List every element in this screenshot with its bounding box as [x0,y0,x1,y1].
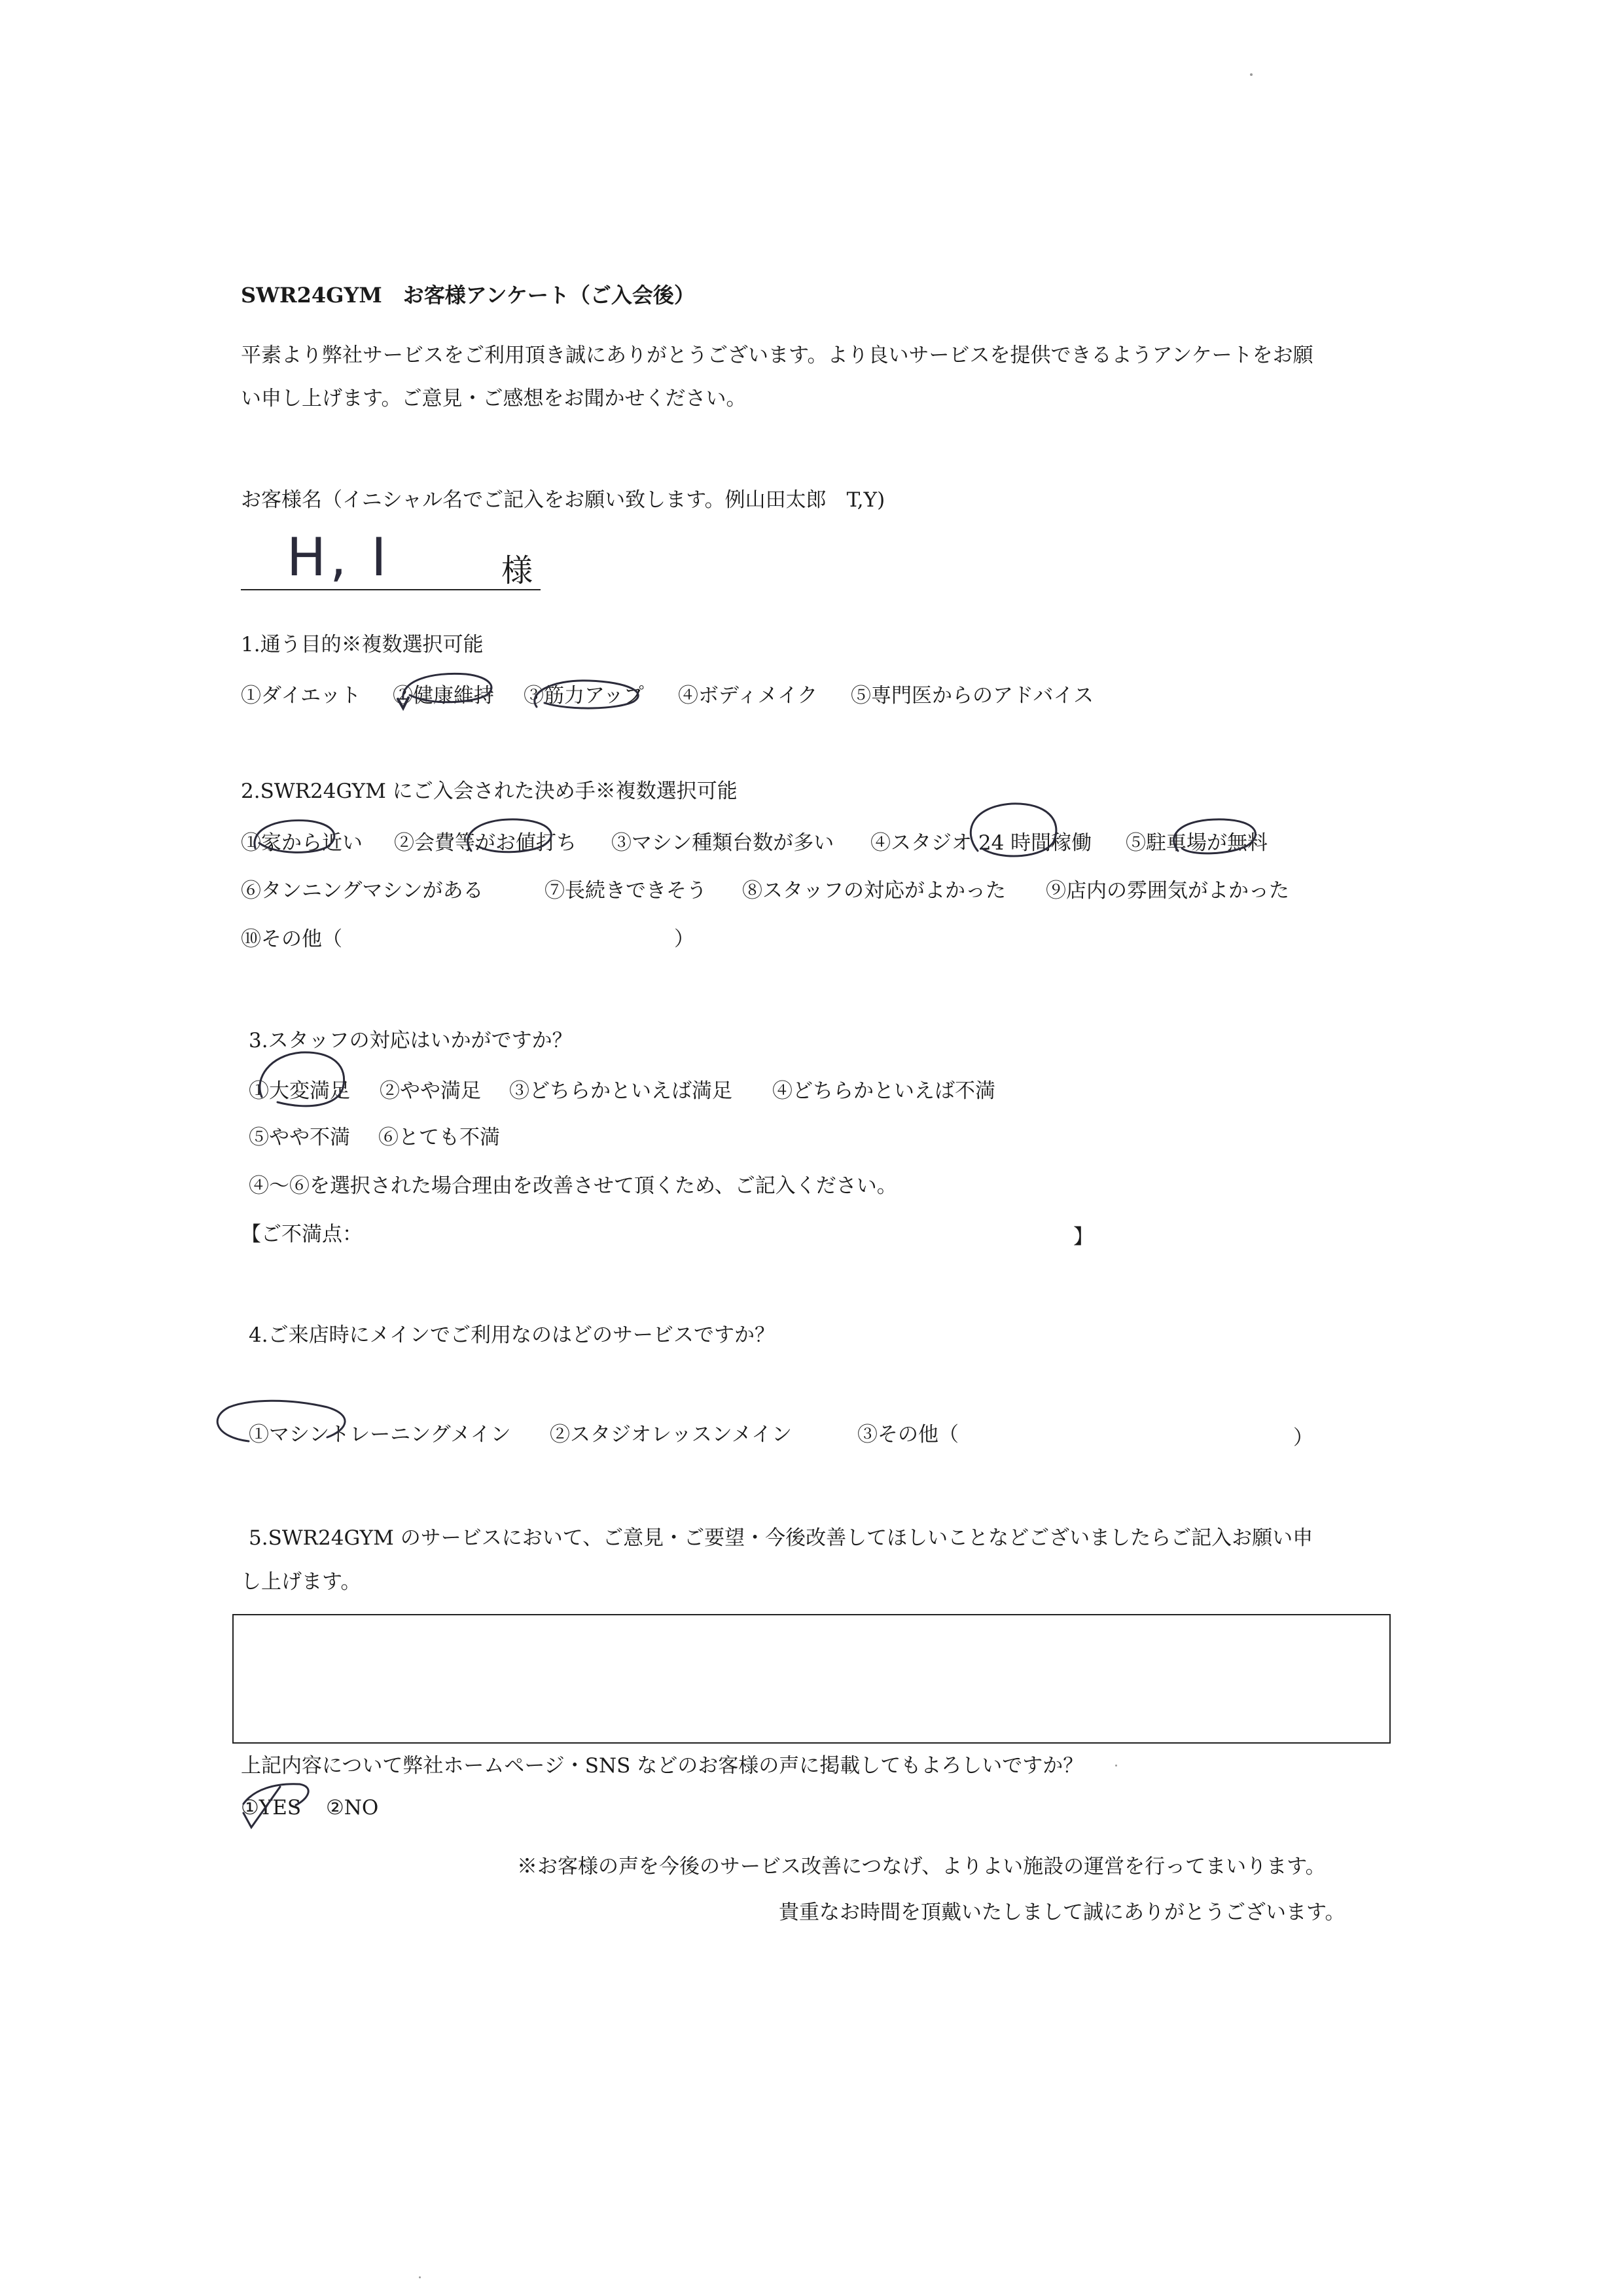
q4-option-1[interactable]: ①マシントレーニングメイン [249,1423,511,1446]
scan-speck [419,2276,421,2278]
consent-question: 上記内容について弊社ホームページ・SNS などのお客様の声に掲載してもよろしいですか？ [241,1754,1084,1778]
survey-title: SWR24GYM お客様アンケート（ご入会後） [241,283,695,308]
intro-line-1: 平素より弊社サービスをご利用頂き誠にありがとうございます。より良いサービスを提供できるようアンケートをお願 [241,344,1313,367]
q2-option-2[interactable]: ②会費等がお値打ち [394,831,577,855]
consent-option-no[interactable]: ②NO [326,1796,379,1820]
honorific-sama: 様 [501,552,533,589]
q1-option-5[interactable]: ⑤専門医からのアドバイス [851,684,1094,708]
q3-option-3[interactable]: ③どちらかといえば満足 [509,1079,732,1103]
q2-option-3[interactable]: ③マシン種類台数が多い [611,831,834,855]
q2-other-close: ） [674,927,694,951]
q2-option-6[interactable]: ⑥タンニングマシンがある [241,879,484,903]
q3-question: 3.スタッフの対応はいかがですか？ [249,1029,573,1052]
q5-comment-box[interactable] [232,1614,1391,1744]
q2-option-8[interactable]: ⑧スタッフの対応がよかった [742,879,1006,903]
intro-line-2: い申し上げます。ご意見・ご感想をお聞かせください。 [241,387,747,410]
scan-speck [1115,1765,1117,1767]
customer-name-underline [241,589,541,590]
q3-dissatisfaction-label: 【ご不満点： [241,1223,363,1246]
q4-other-label: ③その他（ [857,1423,959,1446]
scan-speck [1250,73,1253,76]
q2-other-input[interactable] [353,929,668,952]
q2-other-label: ⑩その他（ [241,927,342,951]
consent-option-yes[interactable]: ①YES [241,1796,302,1820]
q4-other-input[interactable] [969,1425,1283,1447]
q2-question: 2.SWR24GYM にご入会された決め手※複数選択可能 [241,780,738,803]
closing-line-2: 貴重なお時間を頂戴いたしまして誠にありがとうございます。 [779,1901,1346,1924]
q5-question-line-1: 5.SWR24GYM のサービスにおいて、ご意見・ご要望・今後改善してほしいことなどございましたらご記入お願い申 [249,1526,1313,1550]
q4-question: 4.ご来店時にメインでご利用なのはどのサービスですか？ [249,1323,775,1347]
q1-option-4[interactable]: ④ボディメイク [678,684,818,708]
q2-option-5[interactable]: ⑤駐車場が無料 [1126,831,1268,855]
q1-option-2[interactable]: ②健康維持 [393,684,494,708]
q2-option-7[interactable]: ⑦長続きできそう [544,879,707,903]
customer-name-label: お客様名（イニシャル名でご記入をお願い致します。例山田太郎 T,Y) [241,488,885,512]
closing-line-1: ※お客様の声を今後のサービス改善につなげ、よりよい施設の運営を行ってまいります。 [517,1855,1326,1878]
q3-dissatisfaction-close: 】 [1073,1225,1094,1249]
q2-option-4[interactable]: ④スタジオ 24 時間稼働 [870,831,1092,855]
q5-question-line-2: し上げます。 [241,1570,361,1594]
q3-option-1[interactable]: ①大変満足 [249,1079,350,1103]
q1-option-3[interactable]: ③筋力アップ [524,684,644,708]
q3-dissatisfaction-input[interactable] [380,1225,1067,1247]
q2-option-9[interactable]: ⑨店内の雰囲気がよかった [1046,879,1289,903]
q1-option-1[interactable]: ①ダイエット [241,684,361,708]
q4-other-close: ） [1293,1426,1313,1450]
q3-option-5[interactable]: ⑤やや不満 [249,1126,350,1149]
q4-option-2[interactable]: ②スタジオレッスンメイン [550,1423,793,1446]
q2-option-1[interactable]: ①家から近い [241,831,363,855]
q3-note: ④～⑥を選択された場合理由を改善させて頂くため、ご記入ください。 [249,1174,897,1198]
q3-option-6[interactable]: ⑥とても不満 [378,1126,500,1149]
customer-initials-handwritten[interactable]: H, I [287,527,391,588]
q1-question: 1.通う目的※複数選択可能 [241,633,484,656]
q3-option-2[interactable]: ②やや満足 [380,1079,481,1103]
q3-option-4[interactable]: ④どちらかといえば不満 [772,1079,995,1103]
